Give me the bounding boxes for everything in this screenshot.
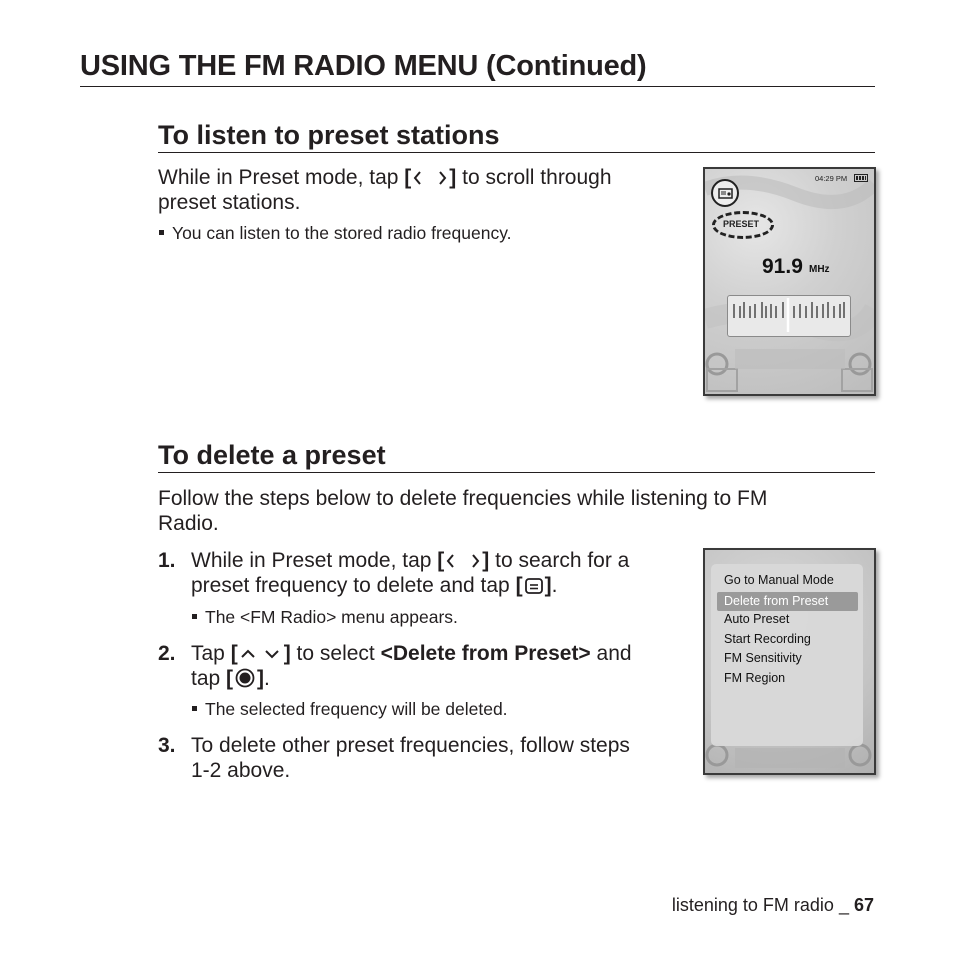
page-number: 67	[853, 895, 874, 915]
left-right-arrows-icon	[444, 552, 482, 570]
page-title: USING THE FM RADIO MENU (Continued)	[80, 50, 647, 82]
menu-key: [ ]	[515, 574, 552, 597]
footer-section-label: listening to FM radio _	[671, 895, 854, 915]
up-down-arrows-icon	[238, 645, 284, 663]
listen-text: While in Preset mode, tap	[158, 166, 405, 189]
up-down-key: [ ]	[230, 642, 291, 665]
fm-radio-menu-screen	[703, 548, 876, 775]
select-key: [ ]	[226, 667, 265, 690]
section-rule-listen	[158, 152, 875, 153]
menu-item[interactable]: Auto Preset	[724, 612, 790, 626]
menu-item[interactable]: Delete from Preset	[717, 592, 858, 611]
select-button-icon	[233, 668, 257, 688]
frequency-value: 91.9	[762, 255, 803, 278]
section-title-listen: To listen to preset stations	[158, 120, 500, 150]
left-right-arrows-icon	[411, 169, 449, 187]
left-right-key: [ ]	[404, 166, 457, 189]
left-right-key: [ ]	[437, 549, 490, 572]
step-2-note: The selected frequency will be deleted.	[192, 698, 508, 720]
menu-item[interactable]: Go to Manual Mode	[724, 573, 834, 587]
menu-item[interactable]: Start Recording	[724, 631, 811, 646]
frequency-unit: MHz	[809, 264, 830, 275]
tuner-ticks	[728, 296, 850, 336]
title-rule	[80, 86, 875, 87]
menu-item[interactable]: FM Sensitivity	[724, 651, 802, 665]
tuner-scale[interactable]	[727, 295, 851, 337]
battery-icon	[854, 174, 868, 182]
section-title-delete: To delete a preset	[158, 440, 386, 470]
radio-icon[interactable]	[711, 179, 739, 207]
preset-screen	[703, 167, 876, 396]
listen-instruction: While in Preset mode, tap [ ] to scroll through preset stations.	[158, 165, 658, 215]
listen-note: You can listen to the stored radio frequency.	[159, 222, 512, 244]
delete-from-preset-option: <Delete from Preset>	[380, 642, 591, 665]
menu-item[interactable]: FM Region	[724, 670, 786, 685]
step-1-note: The <FM Radio> menu appears.	[192, 606, 458, 628]
page-footer	[672, 895, 874, 916]
menu-icon	[523, 577, 545, 595]
listen-text-line2: preset stations.	[158, 191, 301, 214]
status-time: 04:29 PM	[815, 174, 848, 183]
delete-intro: Follow the steps below to delete frequencies while listening to FM Radio.	[158, 487, 768, 535]
section-rule-delete	[158, 472, 875, 473]
preset-mode-label[interactable]: PRESET	[723, 219, 760, 229]
